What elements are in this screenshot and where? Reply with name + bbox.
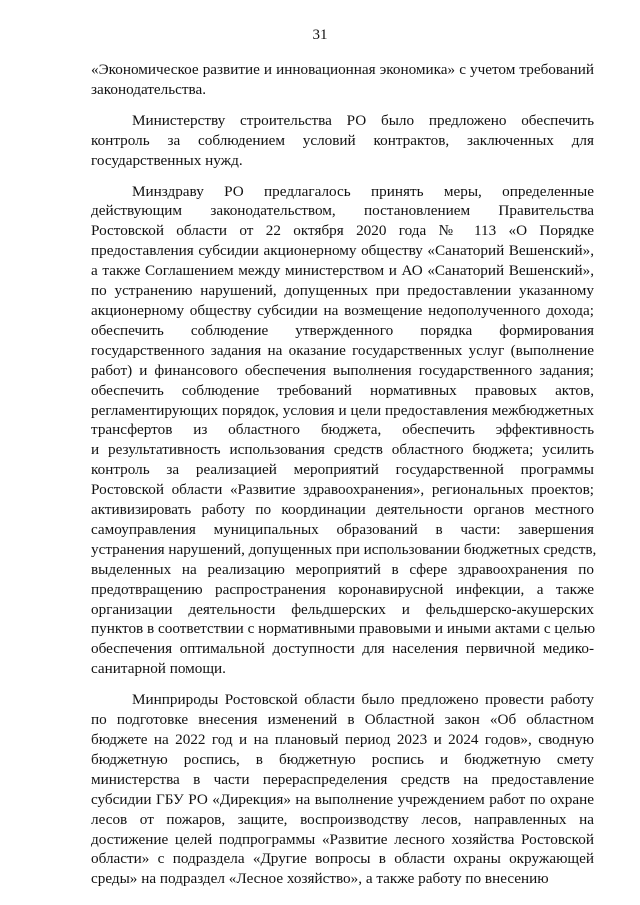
text-line: «Экономическое развитие и инновационная экономика» с учетом требований <box>91 61 594 78</box>
text-line: контроль за реализацией мероприятий государственной программы <box>91 461 594 479</box>
paragraph-gap <box>91 679 594 690</box>
text-line: среды» на подраздел «Лесное хозяйство», а также работу по внесению <box>91 870 549 888</box>
text-line: Министерству строительства РО было предложено обеспечить <box>132 111 594 129</box>
text-line: Ростовской области от 22 октября 2020 года № 113 «О Порядке <box>91 222 594 240</box>
text-line: выделенных на реализацию мероприятий в сфере здравоохранения по <box>91 560 594 578</box>
text-line: лесов от пожаров, защите, воспроизводству лесов, направленных на <box>91 810 594 828</box>
text-line: устранения нарушений, допущенных при использовании бюджетных средств, <box>91 540 597 558</box>
text-line: организации деятельности фельдшерских и фельдшерско-акушерских <box>91 600 594 618</box>
text-line: предоставления субсидии акционерному обществу «Санаторий Вешенский», <box>91 242 594 260</box>
text-line: предотвращению распространения коронавирусной инфекции, а также <box>91 580 594 598</box>
text-line: государственного задания на оказание государственных услуг (выполнение <box>91 341 594 359</box>
text-line: бюджете на 2022 год и на плановый период 2023 и 2024 годов», сводную <box>91 731 594 748</box>
text-line: Минздраву РО предлагалось принять меры, определенные <box>132 182 594 200</box>
paragraph-p4 <box>91 690 594 889</box>
text-line: министерства в части перераспределения средств на предоставление <box>91 770 594 788</box>
text-line: самоуправления муниципальных образований в части: завершения <box>91 520 594 538</box>
text-line: Минприроды Ростовской области было предложено провести работу <box>132 691 594 709</box>
text-line: и результативность использования средств областного бюджета; усилить <box>91 441 594 459</box>
paragraph-gap <box>91 100 594 111</box>
paragraph-gap <box>91 171 594 182</box>
text-line: акционерному обществу субсидии на возмещение недополученного дохода; <box>91 301 594 319</box>
paragraph-p1 <box>91 60 594 100</box>
text-line: активизировать работу по координации деятельности органов местного <box>91 501 594 519</box>
text-line: законодательства. <box>91 80 207 98</box>
text-line: действующим законодательством, постановлением Правительства <box>91 202 594 220</box>
text-line: а также Соглашением между министерством и АО «Санаторий Вешенский», <box>91 262 594 280</box>
text-line: контроль за соблюдением условий контрактов, заключенных для <box>91 131 594 149</box>
text-line: пунктов в соответствии с нормативными правовыми и иными актами с целью <box>91 620 596 638</box>
text-line: обеспечить соблюдение требований нормативных правовых актов, <box>91 381 594 399</box>
text-line: регламентирующих порядок, условия и цели предоставления межбюджетных <box>91 401 594 419</box>
document-body <box>91 60 597 889</box>
text-line: работ) и финансового обеспечения выполнения государственного задания; <box>91 361 594 379</box>
text-line: Ростовской области «Развитие здравоохранения», региональных проектов; <box>91 481 594 499</box>
text-line: по устранению нарушений, допущенных при предоставлении указанному <box>91 282 594 300</box>
text-line: обеспечения оптимальной доступности для населения первичной медико- <box>91 640 594 658</box>
paragraph-p3 <box>91 182 597 680</box>
text-line: трансфертов из областного бюджета, обеспечить эффективность <box>91 421 594 439</box>
text-line: достижение целей подпрограммы «Развитие лесного хозяйства Ростовской <box>91 830 594 848</box>
paragraph-p2 <box>91 111 594 171</box>
text-line: санитарной помощи. <box>91 660 226 678</box>
page-number: 31 <box>312 27 328 43</box>
text-line: бюджетную роспись, в бюджетную роспись и бюджетную смету <box>91 750 594 768</box>
text-line: по подготовке внесения изменений в Областной закон «Об областном <box>91 711 594 729</box>
text-line: области» с подраздела «Другие вопросы в области охраны окружающей <box>91 850 594 868</box>
text-line: государственных нужд. <box>91 151 243 169</box>
text-line: обеспечить соблюдение утвержденного порядка формирования <box>91 321 594 339</box>
text-line: субсидии ГБУ РО «Дирекция» на выполнение учреждением работ по охране <box>91 790 594 808</box>
